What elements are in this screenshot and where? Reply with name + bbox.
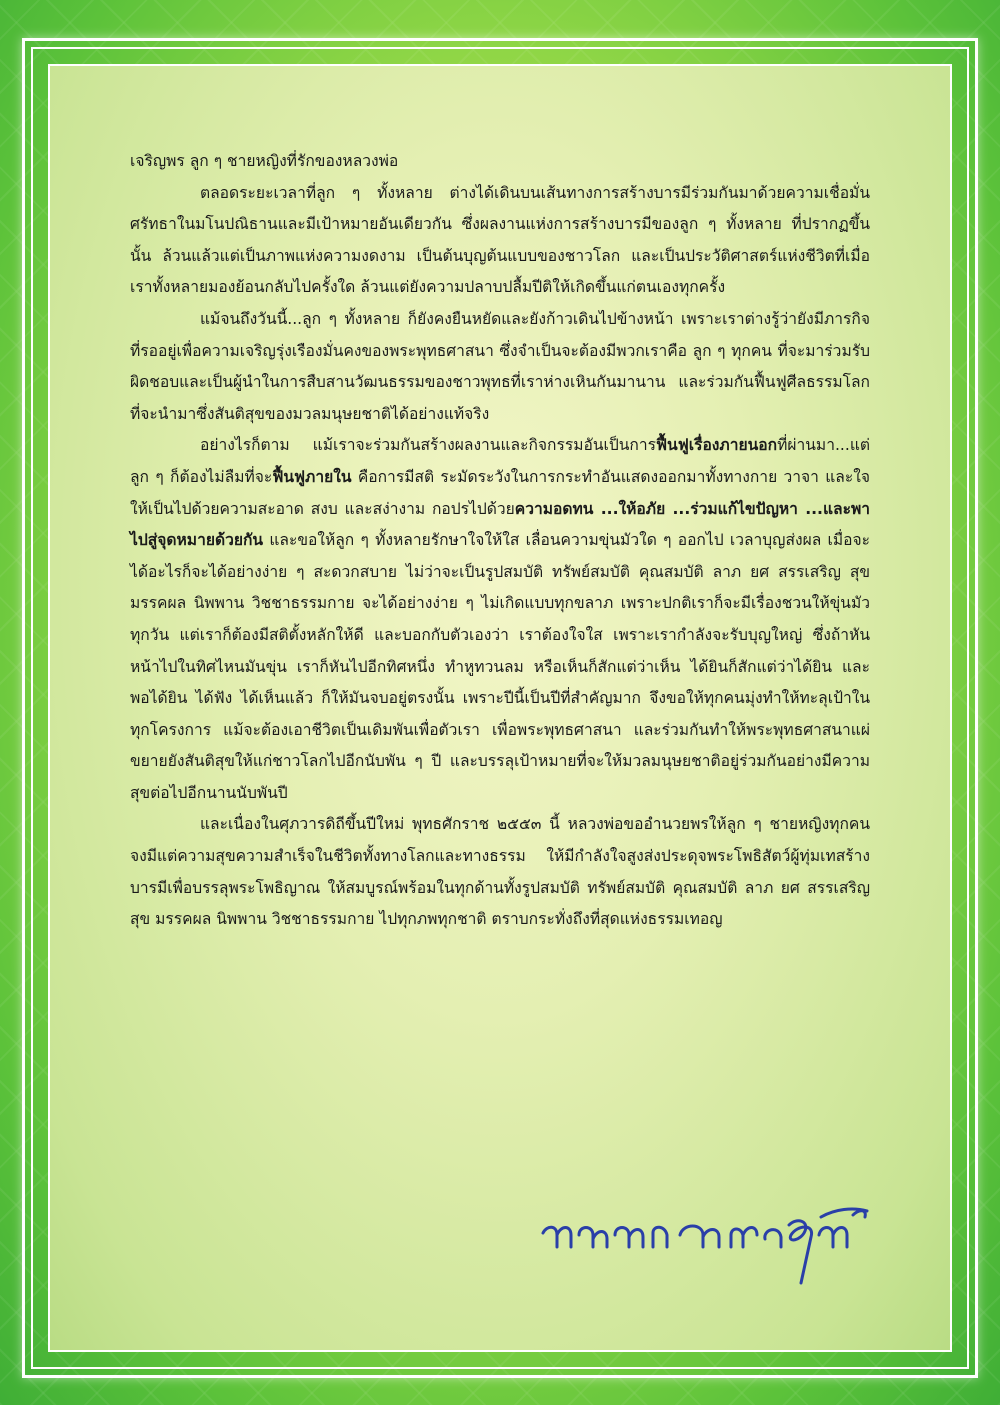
letter-paragraph-3	[130, 430, 870, 809]
para3-text-a: อย่างไรก็ตาม แม้เราจะร่วมกันสร้างผลงานและกิจกรรมอันเป็นการ	[200, 436, 656, 455]
para3-bold-outer-revival: ฟื้นฟูเรื่องภายนอก	[656, 436, 778, 455]
signature	[535, 1195, 880, 1290]
para3-text-e: คือการมีสติ ระมัดระวังในการกระทำอันแสดงออกมาทั้งทางกาย วาจา และใจ ให้เป็นไปด้วยความสะอาด สงบ และสง่างาม กอปรไปด้วย	[130, 467, 870, 518]
para3-bold-inner-revival: ฟื้นฟูภายใน	[272, 467, 352, 486]
letter-paragraph-2: แม้จนถึงวันนี้...ลูก ๆ ทั้งหลาย ก็ยังคงยืนหยัดและยังก้าวเดินไปข้างหน้า เพราะเราต่างรู้ว่ายังมีภารกิจที่รออยู่เพื่อความเจริญรุ่งเรืองมั่นคงของพระพุทธศาสนา ซึ่งจำเป็นจะต้องมีพวกเราคือ ลูก ๆ ทุกคน ที่จะมาร่วมรับผิดชอบและเป็นผู้นำในการสืบสานวัฒนธรรมของชาวพุทธที่เราห่างเหินกันมานาน และร่วมกันฟื้นฟูศีลธรรมโลกที่จะนำมาซึ่งสันติสุขของมวลมนุษยชาติได้อย่างแท้จริง	[130, 309, 870, 423]
para3-bold-virtues: ความอดทน ...ให้อภัย ...ร่วมแก้ไขปัญหา ...และพาไปสู่จุดหมายด้วยกัน	[130, 499, 870, 550]
letter-body	[130, 146, 870, 936]
para3-text-c: ที่ผ่านมา...แต่ลูก ๆ ก็ต้องไม่ลืมที่จะ	[130, 436, 870, 486]
letter-paragraph-1: ตลอดระยะเวลาที่ลูก ๆ ทั้งหลาย ต่างได้เดินบนเส้นทางการสร้างบารมีร่วมกันมาด้วยความเชื่อมั่นศรัทธาในมโนปณิธานและมีเป้าหมายอันเดียวกัน ซึ่งผลงานแห่งการสร้างบารมีของลูก ๆ ทั้งหลาย ที่ปรากฏขึ้นนั้น ล้วนแล้วแต่เป็นภาพแห่งความงดงาม เป็นต้นบุญต้นแบบของชาวโลก และเป็นประวัติศาสตร์แห่งชีวิตที่เมื่อเราทั้งหลายมองย้อนกลับไปครั้งใด ล้วนแต่ยังความปลาบปลื้มปีติให้เกิดขึ้นแก่ตนเองทุกครั้ง	[130, 183, 870, 297]
para3-text-g: และขอให้ลูก ๆ ทั้งหลายรักษาใจให้ใส เลื่อนความขุ่นมัวใด ๆ ออกไป เวลาบุญส่งผล เมื่อจะได้อะไรก็จะได้อย่างง่าย ๆ สะดวกสบาย ไม่ว่าจะเป็นรูปสมบัติ ทรัพย์สมบัติ คุณสมบัติ ลาภ ยศ สรรเสริญ สุข มรรคผล นิพพาน วิชชาธรรมกาย จะได้อย่างง่าย ๆ ไม่เกิดแบบทุกขลาภ เพราะปกติเราก็จะมีเรื่องชวนให้ขุ่นมัวทุกวัน แต่เราก็ต้องมีสติตั้งหลักให้ดี และบอกกับตัวเองว่า เราต้องใจใส เพราะเรากำลังจะรับบุญใหญ่ ซึ่งถ้าหันหน้าไปในทิศไหนมันขุ่น เราก็หันไปอีกทิศหนึ่ง ทำหูทวนลม หรือเห็นก็สักแต่ว่าเห็น ได้ยินก็สักแต่ว่าได้ยิน และพอได้ยิน ได้ฟัง ได้เห็นแล้ว ก็ให้มันจบอยู่ตรงนั้น เพราะปีนี้เป็นปีที่สำคัญมาก จึงขอให้ทุกคนมุ่งทำให้ทะลุเป้าในทุกโครงการ แม้จะต้องเอาชีวิตเป็นเดิมพันเพื่อตัวเรา เพื่อพระพุทธศาสนา และร่วมกันทำให้พระพุทธศาสนาแผ่ขยายยังสันติสุขให้แก่ชาวโลกไปอีกนับพัน ๆ ปี และบรรลุเป้าหมายที่จะให้มวลมนุษยชาติอยู่ร่วมกันอย่างมีความสุขต่อไปอีกนานนับพันปี	[130, 531, 870, 802]
letter-greeting: เจริญพร ลูก ๆ ชายหญิงที่รักของหลวงพ่อ	[130, 152, 399, 170]
letter-paragraph-4: และเนื่องในศุภวารดิถีขึ้นปีใหม่ พุทธศักราช ๒๕๕๓ นี้ หลวงพ่อขออำนวยพรให้ลูก ๆ ชายหญิงทุกคน จงมีแต่ความสุขความสำเร็จในชีวิตทั้งทางโลกและทางธรรม ให้มีกำลังใจสูงส่งประดุจพระโพธิสัตว์ผู้ทุ่มเทสร้างบารมีเพื่อบรรลุพระโพธิญาณ ให้สมบูรณ์พร้อมในทุกด้านทั้งรูปสมบัติ ทรัพย์สมบัติ คุณสมบัติ ลาภ ยศ สรรเสริญ สุข มรรคผล นิพพาน วิชชาธรรมกาย ไปทุกภพทุกชาติ ตราบกระทั่งถึงที่สุดแห่งธรรมเทอญ	[130, 815, 870, 929]
